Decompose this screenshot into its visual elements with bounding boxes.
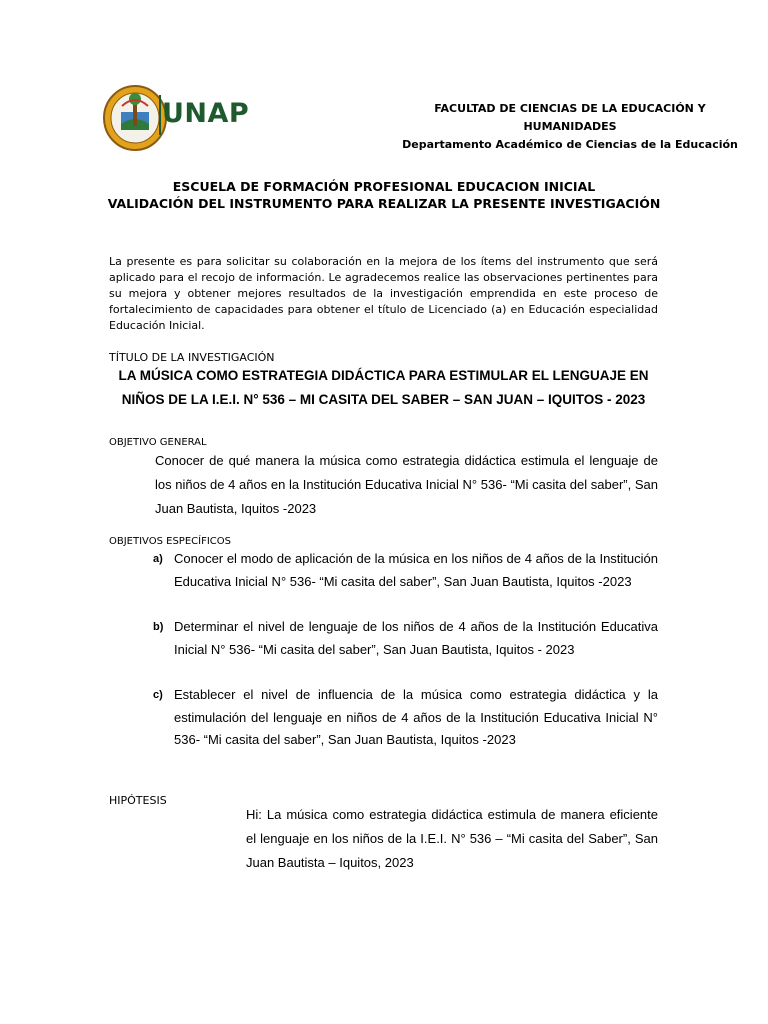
specific-objectives-list <box>150 548 658 752</box>
faculty-header <box>380 100 760 154</box>
faculty-line-2: HUMANIDADES <box>523 120 617 133</box>
general-objective-text: Conocer de qué manera la música como estrategia didáctica estimula el lenguaje de los niños de 4 años en la Institución Educativa Inicial N° 536- “Mi casita del saber”, San Juan Bautista, Iquitos -2023 <box>155 453 658 516</box>
list-item <box>150 548 658 616</box>
logo-divider <box>159 95 161 135</box>
list-item <box>150 616 658 684</box>
department-name: Departamento Académico de Ciencias de la Educación <box>402 138 738 151</box>
general-objective-label: OBJETIVO GENERAL <box>109 437 207 448</box>
school-line-1: ESCUELA DE FORMACIÓN PROFESIONAL EDUCACION INICIAL <box>172 179 596 194</box>
research-title: LA MÚSICA COMO ESTRATEGIA DIDÁCTICA PARA ESTIMULAR EL LENGUAJE EN NIÑOS DE LA I.E.I. N° 536 – MI CASITA DEL SABER – SAN JUAN – IQUITOS - 2023 <box>118 368 649 407</box>
hypothesis-label: HIPÓTESIS <box>109 794 167 807</box>
title-label: TÍTULO DE LA INVESTIGACIÓN <box>109 351 275 364</box>
faculty-line-1: FACULTAD DE CIENCIAS DE LA EDUCACIÓN Y <box>434 102 706 115</box>
list-item-text: Establecer el nivel de influencia de la música como estrategia didáctica y la estimulación del lenguaje en niños de 4 años de la Institución Educativa Inicial N° 536- “Mi casita del saber”, San Juan Bautista, Iquitos -2023 <box>174 687 658 747</box>
list-item-text: Conocer el modo de aplicación de la música en los niños de 4 años de la Institución Educativa Inicial N° 536- “Mi casita del saber”, San Juan Bautista, Iquitos -2023 <box>174 551 658 589</box>
logo-text: UNAP <box>162 98 250 129</box>
school-title <box>100 178 668 212</box>
list-item-text: Determinar el nivel de lenguaje de los niños de 4 años de la Institución Educativa Inicial N° 536- “Mi casita del saber”, San Juan Bautista, Iquitos - 2023 <box>174 619 658 657</box>
intro-paragraph: La presente es para solicitar su colaboración en la mejora de los ítems del instrumento que será aplicado para el recojo de información. Le agradecemos realice las observaciones pertinentes para su mejora y obtener mejores resultados de la investigación emprendida en este proceso de fortalecimiento de capacidades para obtener el título de Licenciado (a) en Educación especialidad Educación Inicial. <box>109 255 658 332</box>
specific-objectives-label: OBJETIVOS ESPECÍFICOS <box>109 536 231 547</box>
school-line-2: VALIDACIÓN DEL INSTRUMENTO PARA REALIZAR LA PRESENTE INVESTIGACIÓN <box>107 196 661 211</box>
hypothesis-text: Hi: La música como estrategia didáctica estimula de manera eficiente el lenguaje en los niños de la I.E.I. N° 536 – “Mi casita del Saber”, San Juan Bautista – Iquitos, 2023 <box>246 807 658 870</box>
list-marker: c) <box>153 689 163 701</box>
list-item <box>150 684 658 752</box>
list-marker: b) <box>153 621 164 633</box>
list-marker: a) <box>153 553 163 565</box>
